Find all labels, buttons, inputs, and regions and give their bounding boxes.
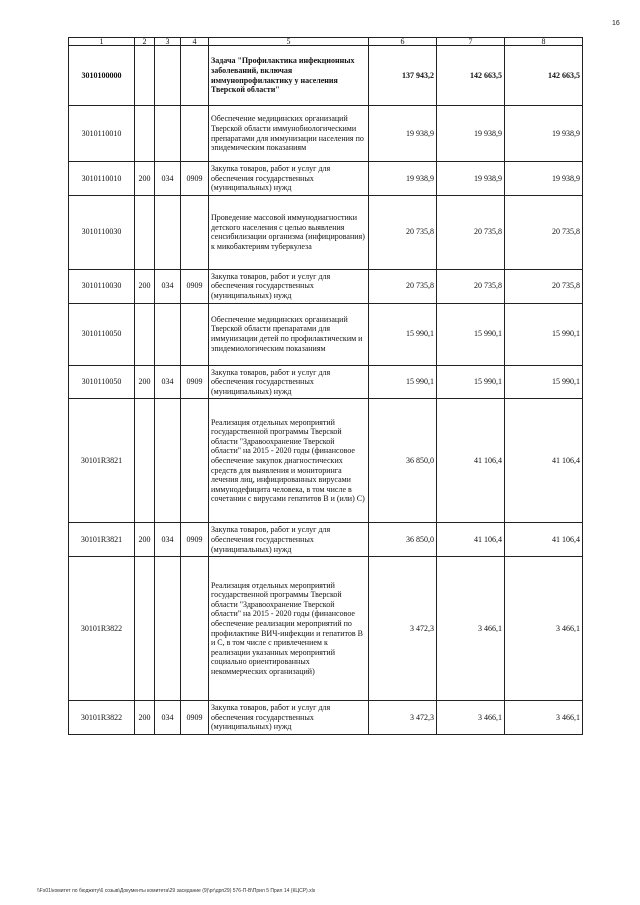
row-admin-cell: [155, 195, 181, 269]
table-row: [69, 106, 583, 162]
row-value-2018-cell: 36 850,0: [369, 523, 437, 557]
table-row: [69, 269, 583, 303]
row-code-cell: 30101R3822: [69, 557, 135, 701]
row-value-2018-cell: 20 735,8: [369, 195, 437, 269]
row-value-2019-cell: 142 663,5: [437, 46, 505, 106]
column-header: 1: [69, 38, 135, 46]
row-kvr-cell: [135, 106, 155, 162]
row-kvr-cell: [135, 399, 155, 523]
row-code-cell: 30101R3822: [69, 701, 135, 735]
row-description-cell: Проведение массовой иммунодиагностики детского населения с целью выявления сенсибилизации организма (инфицирования) к микобактериям туберкулеза: [209, 195, 369, 269]
row-admin-cell: 034: [155, 269, 181, 303]
row-value-2020-cell: 142 663,5: [505, 46, 583, 106]
row-section-cell: [181, 106, 209, 162]
row-section-cell: [181, 557, 209, 701]
row-value-2018-cell: 15 990,1: [369, 303, 437, 365]
row-value-2019-cell: 41 106,4: [437, 399, 505, 523]
row-kvr-cell: 200: [135, 701, 155, 735]
row-value-2018-cell: 36 850,0: [369, 399, 437, 523]
row-value-2019-cell: 20 735,8: [437, 195, 505, 269]
row-code-cell: 3010110030: [69, 195, 135, 269]
row-value-2020-cell: 41 106,4: [505, 523, 583, 557]
row-admin-cell: [155, 557, 181, 701]
column-header: 6: [369, 38, 437, 46]
row-value-2018-cell: 15 990,1: [369, 365, 437, 399]
row-value-2018-cell: 19 938,9: [369, 162, 437, 196]
row-kvr-cell: 200: [135, 523, 155, 557]
row-kvr-cell: [135, 303, 155, 365]
row-section-cell: 0909: [181, 701, 209, 735]
budget-table: [68, 37, 583, 735]
table-row: [69, 399, 583, 523]
row-value-2020-cell: 3 466,1: [505, 701, 583, 735]
row-value-2019-cell: 15 990,1: [437, 365, 505, 399]
row-code-cell: 3010110050: [69, 365, 135, 399]
row-admin-cell: [155, 399, 181, 523]
column-header: 3: [155, 38, 181, 46]
row-admin-cell: 034: [155, 523, 181, 557]
row-value-2019-cell: 15 990,1: [437, 303, 505, 365]
row-value-2018-cell: 3 472,3: [369, 557, 437, 701]
row-code-cell: 3010110050: [69, 303, 135, 365]
row-value-2020-cell: 19 938,9: [505, 106, 583, 162]
row-section-cell: [181, 399, 209, 523]
row-kvr-cell: [135, 46, 155, 106]
row-code-cell: 3010100000: [69, 46, 135, 106]
row-admin-cell: [155, 46, 181, 106]
row-value-2020-cell: 20 735,8: [505, 269, 583, 303]
column-header: 2: [135, 38, 155, 46]
row-value-2020-cell: 15 990,1: [505, 303, 583, 365]
row-kvr-cell: [135, 557, 155, 701]
column-header: 7: [437, 38, 505, 46]
row-value-2020-cell: 3 466,1: [505, 557, 583, 701]
column-header: 4: [181, 38, 209, 46]
row-code-cell: 3010110010: [69, 162, 135, 196]
row-admin-cell: 034: [155, 162, 181, 196]
row-section-cell: 0909: [181, 162, 209, 196]
table-row: [69, 523, 583, 557]
table-row: [69, 162, 583, 196]
row-value-2018-cell: 20 735,8: [369, 269, 437, 303]
row-admin-cell: [155, 303, 181, 365]
row-value-2020-cell: 20 735,8: [505, 195, 583, 269]
row-value-2020-cell: 19 938,9: [505, 162, 583, 196]
row-description-cell: Закупка товаров, работ и услуг для обеспечения государственных (муниципальных) нужд: [209, 269, 369, 303]
row-value-2020-cell: 15 990,1: [505, 365, 583, 399]
row-description-cell: Обеспечение медицинских организаций Тверской области препаратами для иммунизации детей по профилактическим и эпидемиологическим показаниям: [209, 303, 369, 365]
header-row: [69, 38, 583, 46]
row-value-2019-cell: 3 466,1: [437, 701, 505, 735]
row-value-2019-cell: 19 938,9: [437, 106, 505, 162]
row-section-cell: [181, 303, 209, 365]
row-kvr-cell: 200: [135, 365, 155, 399]
table-row: [69, 365, 583, 399]
row-description-cell: Закупка товаров, работ и услуг для обеспечения государственных (муниципальных) нужд: [209, 365, 369, 399]
row-value-2020-cell: 41 106,4: [505, 399, 583, 523]
row-description-cell: Реализация отдельных мероприятий государственной программы Тверской области "Здравоохранение Тверской области" на 2015 - 2020 годы (финансовое обеспечение закупок диагностических средств для выявления и мониторинга лечения лиц, инфицированных вирусами иммунодефицита человека, в том числе в сочетании с вирусами гепатитов В и (или) С): [209, 399, 369, 523]
row-description-cell: Задача "Профилактика инфекционных заболеваний, включая иммунопрофилактику у населения Тверской области": [209, 46, 369, 106]
row-section-cell: 0909: [181, 365, 209, 399]
row-description-cell: Реализация отдельных мероприятий государственной программы Тверской области "Здравоохранение Тверской области" на 2015 - 2020 годы (финансовое обеспечение реализации мероприятий по профилактике ВИЧ-инфекции и гепатитов В и С, в том числе с привлечением к реализации указанных мероприятий социально ориентированных некоммерческих организаций): [209, 557, 369, 701]
row-admin-cell: 034: [155, 701, 181, 735]
row-kvr-cell: [135, 195, 155, 269]
row-value-2019-cell: 20 735,8: [437, 269, 505, 303]
row-admin-cell: 034: [155, 365, 181, 399]
row-code-cell: 30101R3821: [69, 523, 135, 557]
row-section-cell: [181, 46, 209, 106]
page-number: 16: [612, 20, 620, 27]
table-row: [69, 195, 583, 269]
row-description-cell: Закупка товаров, работ и услуг для обеспечения государственных (муниципальных) нужд: [209, 162, 369, 196]
row-section-cell: 0909: [181, 523, 209, 557]
footer-file-path: \\Fs01\комитет по бюджету\6 созыв\Документы комитета\29 заседание (9)\рг\дрп29) 576-П-В\Прил 5 Прил 14 (КЦСР).xls: [37, 888, 316, 894]
row-value-2018-cell: 3 472,3: [369, 701, 437, 735]
row-admin-cell: [155, 106, 181, 162]
column-header: 8: [505, 38, 583, 46]
row-description-cell: Закупка товаров, работ и услуг для обеспечения государственных (муниципальных) нужд: [209, 523, 369, 557]
row-code-cell: 3010110030: [69, 269, 135, 303]
row-value-2018-cell: 137 943,2: [369, 46, 437, 106]
row-section-cell: [181, 195, 209, 269]
table-row: [69, 46, 583, 106]
row-kvr-cell: 200: [135, 162, 155, 196]
row-description-cell: Закупка товаров, работ и услуг для обеспечения государственных (муниципальных) нужд: [209, 701, 369, 735]
table-row: [69, 701, 583, 735]
row-code-cell: 30101R3821: [69, 399, 135, 523]
row-value-2019-cell: 3 466,1: [437, 557, 505, 701]
column-header: 5: [209, 38, 369, 46]
row-section-cell: 0909: [181, 269, 209, 303]
row-code-cell: 3010110010: [69, 106, 135, 162]
table-row: [69, 557, 583, 701]
row-value-2018-cell: 19 938,9: [369, 106, 437, 162]
row-description-cell: Обеспечение медицинских организаций Тверской области иммунобиологическими препаратами для иммунизации населения по эпидемическим показаниям: [209, 106, 369, 162]
row-value-2019-cell: 19 938,9: [437, 162, 505, 196]
table-row: [69, 303, 583, 365]
row-kvr-cell: 200: [135, 269, 155, 303]
row-value-2019-cell: 41 106,4: [437, 523, 505, 557]
